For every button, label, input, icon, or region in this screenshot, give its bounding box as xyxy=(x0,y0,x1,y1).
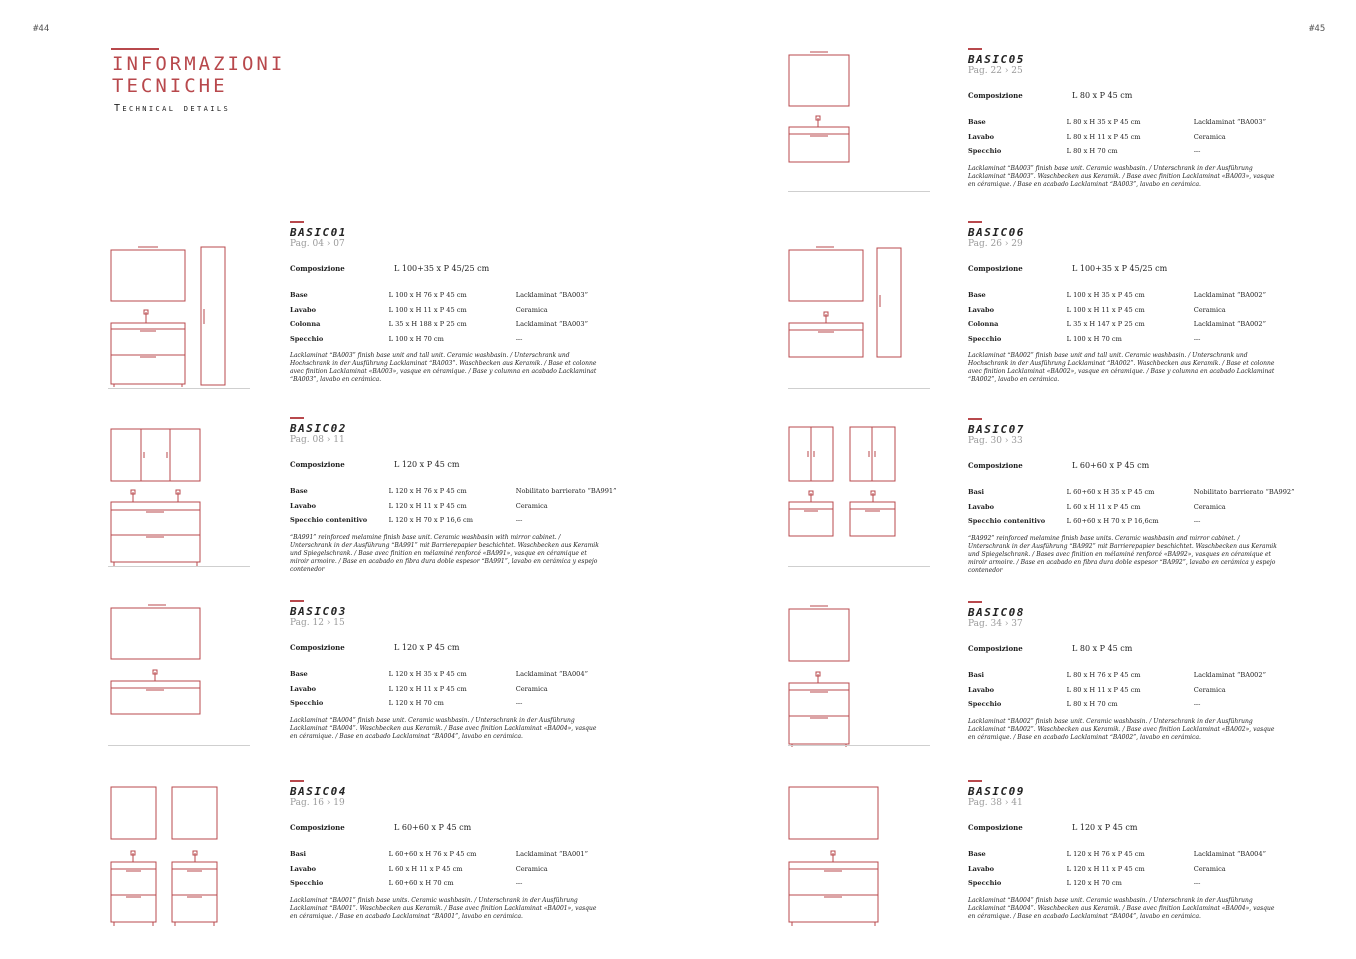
composition-value: L 100+35 x P 45/25 cm xyxy=(394,263,490,273)
spec-finish: Nobilitato barrierato “BA991” xyxy=(515,487,617,496)
spec-component: Lavabo xyxy=(968,305,995,314)
section-title: BASIC02 xyxy=(290,422,347,435)
basic01-divider xyxy=(108,388,250,389)
spec-dimensions: L 100 x H 70 cm xyxy=(1066,335,1122,344)
basic02-divider xyxy=(108,566,250,567)
spec-component: Basi xyxy=(968,488,985,497)
section-description: Lacklaminat “BA002” finish base unit and tall unit. Ceramic washbasin. / Unterschrank und Hochschrank in der Ausführung Lacklaminat “BA002”. Waschbecken aus Keramik. / Base et colonne avec finition Lacklaminat «BA002», vasque en céramique. / Base y columna en acabado Lacklaminat “BA002”, lavabo en cerámica. xyxy=(968,352,1275,384)
page-number-right: #45 xyxy=(1309,24,1326,34)
spec-component: Lavabo xyxy=(968,864,995,873)
spec-table xyxy=(968,115,1298,159)
section-title: BASIC04 xyxy=(290,785,347,798)
spec-component: Lavabo xyxy=(968,685,995,694)
basic05-drawing xyxy=(786,50,910,166)
spec-finish: --- xyxy=(515,699,523,708)
section-description: Lacklaminat “BA004” finish base unit. Ceramic washbasin. / Unterschrank in der Ausführung Lacklaminat “BA004”. Waschbecken aus Keramik. / Base avec finition Lacklaminat «BA004», vasque en céramique. / Base en acabado Lacklaminat “BA004”, lavabo en cerámica. xyxy=(290,716,597,740)
composition-value: L 60+60 x P 45 cm xyxy=(1072,460,1150,470)
spec-row xyxy=(968,288,1298,303)
section-page-ref: Pag. 16 › 19 xyxy=(290,798,345,808)
spec-row xyxy=(968,876,1298,891)
spec-row xyxy=(290,696,620,711)
spec-finish: Ceramica xyxy=(1193,132,1226,141)
spec-finish: Ceramica xyxy=(515,305,548,314)
spec-component: Specchio contenitivo xyxy=(290,516,368,525)
spec-component: Lavabo xyxy=(290,305,317,314)
spec-dimensions: L 120 x H 11 x P 45 cm xyxy=(1066,864,1145,873)
spec-row xyxy=(290,513,620,528)
spec-dimensions: L 80 x H 70 cm xyxy=(1066,700,1118,709)
spec-component: Base xyxy=(290,670,308,679)
composition-label: Composizione xyxy=(290,822,345,832)
spec-component: Specchio xyxy=(968,335,1002,344)
section-basic03 xyxy=(290,600,620,741)
spec-row xyxy=(290,288,620,303)
spec-table xyxy=(968,847,1298,891)
spec-row xyxy=(290,303,620,318)
spec-row xyxy=(968,317,1298,332)
spec-table xyxy=(290,667,620,711)
basic07-divider xyxy=(788,566,930,567)
spec-finish: Ceramica xyxy=(1193,305,1226,314)
section-title: BASIC08 xyxy=(968,606,1025,619)
spec-row xyxy=(968,847,1298,862)
section-accent-bar xyxy=(290,780,304,782)
spec-dimensions: L 120 x H 76 x P 45 cm xyxy=(1066,850,1145,859)
spec-component: Specchio xyxy=(968,147,1002,156)
composition-row xyxy=(968,458,1298,472)
spec-dimensions: L 60 x H 11 x P 45 cm xyxy=(388,864,463,873)
section-title: BASIC05 xyxy=(968,53,1025,66)
spec-component: Specchio xyxy=(290,335,324,344)
spec-finish: --- xyxy=(1193,335,1201,344)
spec-dimensions: L 120 x H 76 x P 45 cm xyxy=(388,487,467,496)
basic05-divider xyxy=(788,191,930,192)
composition-row xyxy=(290,457,620,471)
spec-dimensions: L 35 x H 147 x P 25 cm xyxy=(1066,320,1145,329)
spec-finish: --- xyxy=(1193,147,1201,156)
composition-row xyxy=(290,261,620,275)
composition-label: Composizione xyxy=(290,642,345,652)
section-page-ref: Pag. 34 › 37 xyxy=(968,619,1023,629)
section-description: “BA991” reinforced melamine finish base unit. Ceramic washbasin with mirror cabinet. / Unterschrank in der Ausführung “BA991” mit Barrierepapier beschichtet. Waschbecken aus Keramik und Spiegelschrank. / Base avec finition en mélaminé renforcé «BA991», vasque en céramique et miroir armoire. / Base en acabado en fibra dura doble espesor “BA991”, lavabo en cerámica y espejo contenedor xyxy=(290,533,599,573)
spec-row xyxy=(290,847,620,862)
basic02-drawing xyxy=(108,426,232,570)
composition-row xyxy=(968,820,1298,834)
section-accent-bar xyxy=(290,221,304,223)
section-basic09 xyxy=(968,780,1298,921)
page-subtitle: Technical details xyxy=(114,103,231,114)
section-title: BASIC09 xyxy=(968,785,1025,798)
composition-label: Composizione xyxy=(290,459,345,469)
spec-row xyxy=(290,484,620,499)
section-title: BASIC03 xyxy=(290,605,347,618)
spec-component: Lavabo xyxy=(290,864,317,873)
spec-component: Colonna xyxy=(968,320,999,329)
composition-value: L 80 x P 45 cm xyxy=(1072,643,1133,653)
spec-finish: Lacklaminat “BA001” xyxy=(515,850,588,859)
spec-finish: Ceramica xyxy=(1193,864,1226,873)
composition-value: L 120 x P 45 cm xyxy=(394,459,460,469)
spec-dimensions: L 60+60 x H 35 x P 45 cm xyxy=(1066,488,1155,497)
spec-dimensions: L 80 x H 70 cm xyxy=(1066,147,1118,156)
spec-table xyxy=(968,668,1298,712)
composition-value: L 120 x P 45 cm xyxy=(1072,822,1138,832)
section-accent-bar xyxy=(290,417,304,419)
spec-finish: --- xyxy=(515,516,523,525)
spec-component: Specchio xyxy=(968,879,1002,888)
spec-dimensions: L 60 x H 11 x P 45 cm xyxy=(1066,502,1141,511)
spec-table xyxy=(290,288,620,346)
section-basic06 xyxy=(968,221,1298,384)
section-page-ref: Pag. 26 › 29 xyxy=(968,239,1023,249)
spec-finish: Lacklaminat “BA004” xyxy=(515,670,588,679)
spec-dimensions: L 100 x H 35 x P 45 cm xyxy=(1066,291,1145,300)
spec-table xyxy=(290,847,620,891)
spec-finish: --- xyxy=(515,879,523,888)
composition-row xyxy=(968,88,1298,102)
section-description: Lacklaminat “BA002” finish base unit. Ceramic washbasin. / Unterschrank in der Ausführung Lacklaminat “BA002”. Waschbecken aus Keramik. / Base avec finition Lacklaminat «BA002», vasque en céramique. / Base en acabado Lacklaminat “BA002”, lavabo en cerámica. xyxy=(968,717,1275,741)
spec-row xyxy=(968,130,1298,145)
spec-component: Base xyxy=(290,291,308,300)
spec-finish: Lacklaminat “BA002” xyxy=(1193,320,1266,329)
spec-dimensions: L 120 x H 70 cm xyxy=(388,699,444,708)
spec-finish: Nobilitato barrierato “BA992” xyxy=(1193,488,1295,497)
spec-dimensions: L 100 x H 11 x P 45 cm xyxy=(388,305,467,314)
section-title: BASIC01 xyxy=(290,226,347,239)
composition-label: Composizione xyxy=(968,90,1023,100)
section-accent-bar xyxy=(968,418,982,420)
spec-component: Lavabo xyxy=(290,684,317,693)
spec-finish: Lacklaminat “BA003” xyxy=(515,320,588,329)
composition-row xyxy=(290,820,620,834)
spec-component: Basi xyxy=(290,850,307,859)
spec-component: Specchio xyxy=(290,879,324,888)
page-number-left: #44 xyxy=(33,24,50,34)
composition-label: Composizione xyxy=(968,643,1023,653)
basic03-drawing xyxy=(108,603,232,719)
spec-dimensions: L 60+60 x H 70 x P 16,6cm xyxy=(1066,517,1159,526)
spec-component: Lavabo xyxy=(968,502,995,511)
spec-finish: Lacklaminat “BA003” xyxy=(1193,118,1266,127)
page-title: INFORMAZIONI TECNICHE xyxy=(112,53,286,97)
spec-row xyxy=(290,682,620,697)
section-title: BASIC07 xyxy=(968,423,1025,436)
spec-dimensions: L 100 x H 11 x P 45 cm xyxy=(1066,305,1145,314)
composition-label: Composizione xyxy=(290,263,345,273)
basic06-drawing xyxy=(786,245,910,361)
spec-row xyxy=(968,332,1298,347)
spec-component: Basi xyxy=(968,671,985,680)
spec-component: Specchio contenitivo xyxy=(968,517,1046,526)
section-title: BASIC06 xyxy=(968,226,1025,239)
spec-row xyxy=(290,667,620,682)
spec-row xyxy=(968,683,1298,698)
spec-row xyxy=(968,485,1298,500)
spec-table xyxy=(290,484,620,528)
spec-component: Lavabo xyxy=(290,501,317,510)
spec-finish: Ceramica xyxy=(515,501,548,510)
basic03-divider xyxy=(108,745,250,746)
section-accent-bar xyxy=(968,601,982,603)
section-basic08 xyxy=(968,601,1298,742)
spec-row xyxy=(968,668,1298,683)
spec-finish: Ceramica xyxy=(1193,502,1226,511)
section-description: “BA992” reinforced melamine finish base units. Ceramic washbasin and mirror cabinet. / Unterschrank in der Ausführung “BA992” mit Barrierepapier beschichtet. Waschbecken aus Keramik und Spiegelschrank. / Bases avec finition en mélaminé renforcé «BA992», vasques en céramique et miroir armoire. / Base en acabado en fibra dura doble espesor “BA992”, lavabo en cerámica y espejo contenedor xyxy=(968,534,1277,574)
spec-dimensions: L 120 x H 70 cm xyxy=(1066,879,1122,888)
spec-finish: Lacklaminat “BA004” xyxy=(1193,850,1266,859)
section-accent-bar xyxy=(968,780,982,782)
spec-finish: Lacklaminat “BA002” xyxy=(1193,291,1266,300)
composition-value: L 120 x P 45 cm xyxy=(394,642,460,652)
spec-finish: Ceramica xyxy=(515,684,548,693)
spec-dimensions: L 120 x H 35 x P 45 cm xyxy=(388,670,467,679)
spec-row xyxy=(968,144,1298,159)
section-accent-bar xyxy=(968,48,982,50)
composition-label: Composizione xyxy=(968,822,1023,832)
spec-finish: --- xyxy=(1193,879,1201,888)
spec-component: Colonna xyxy=(290,320,321,329)
title-accent-bar xyxy=(111,48,159,50)
spec-finish: --- xyxy=(1193,700,1201,709)
section-basic02 xyxy=(290,417,620,574)
section-basic04 xyxy=(290,780,620,921)
composition-value: L 100+35 x P 45/25 cm xyxy=(1072,263,1168,273)
spec-row xyxy=(968,862,1298,877)
spec-dimensions: L 80 x H 35 x P 45 cm xyxy=(1066,118,1141,127)
spec-row xyxy=(290,876,620,891)
spec-component: Specchio xyxy=(968,700,1002,709)
spec-row xyxy=(290,332,620,347)
spec-dimensions: L 80 x H 76 x P 45 cm xyxy=(1066,671,1141,680)
spec-component: Base xyxy=(968,850,986,859)
spec-dimensions: L 80 x H 11 x P 45 cm xyxy=(1066,685,1141,694)
section-basic05 xyxy=(968,48,1298,189)
section-basic01 xyxy=(290,221,620,384)
spec-component: Base xyxy=(968,118,986,127)
spec-component: Base xyxy=(968,291,986,300)
spec-dimensions: L 35 x H 188 x P 25 cm xyxy=(388,320,467,329)
section-basic07 xyxy=(968,418,1298,575)
basic08-divider xyxy=(788,745,930,746)
spec-dimensions: L 100 x H 70 cm xyxy=(388,335,444,344)
spec-component: Base xyxy=(290,487,308,496)
composition-row xyxy=(968,261,1298,275)
composition-value: L 60+60 x P 45 cm xyxy=(394,822,472,832)
spec-component: Lavabo xyxy=(968,132,995,141)
spec-dimensions: L 120 x H 11 x P 45 cm xyxy=(388,501,467,510)
section-page-ref: Pag. 30 › 33 xyxy=(968,436,1023,446)
section-accent-bar xyxy=(968,221,982,223)
spec-dimensions: L 80 x H 11 x P 45 cm xyxy=(1066,132,1141,141)
spec-row xyxy=(290,317,620,332)
composition-value: L 80 x P 45 cm xyxy=(1072,90,1133,100)
spec-finish: Lacklaminat “BA002” xyxy=(1193,671,1266,680)
spec-finish: Ceramica xyxy=(1193,685,1226,694)
basic08-drawing xyxy=(786,604,910,748)
composition-row xyxy=(290,640,620,654)
section-page-ref: Pag. 04 › 07 xyxy=(290,239,345,249)
spec-row xyxy=(290,862,620,877)
spec-dimensions: L 60+60 x H 76 x P 45 cm xyxy=(388,850,477,859)
spec-dimensions: L 60+60 x H 70 cm xyxy=(388,879,454,888)
basic04-drawing xyxy=(108,784,232,928)
section-page-ref: Pag. 38 › 41 xyxy=(968,798,1023,808)
spec-component: Specchio xyxy=(290,699,324,708)
spec-row xyxy=(968,500,1298,515)
section-description: Lacklaminat “BA001” finish base units. Ceramic washbasin. / Unterschrank in der Ausführung Lacklaminat “BA001”. Waschbecken aus Keramik. / Base avec finition Lacklaminat «BA001», vasque en céramique. / Base en acabado Lacklaminat “BA001”, lavabo en cerámica. xyxy=(290,896,597,920)
basic01-drawing xyxy=(108,244,232,390)
composition-label: Composizione xyxy=(968,460,1023,470)
composition-row xyxy=(968,641,1298,655)
spec-row xyxy=(968,514,1298,529)
spec-finish: Lacklaminat “BA003” xyxy=(515,291,588,300)
basic09-drawing xyxy=(786,784,910,928)
section-description: Lacklaminat “BA004” finish base unit. Ceramic washbasin. / Unterschrank in der Ausführung Lacklaminat “BA004”. Waschbecken aus Keramik. / Base avec finition Lacklaminat «BA004», vasque en céramique. / Base en acabado Lacklaminat “BA004”, lavabo en cerámica. xyxy=(968,896,1275,920)
section-page-ref: Pag. 22 › 25 xyxy=(968,66,1023,76)
spec-dimensions: L 120 x H 11 x P 45 cm xyxy=(388,684,467,693)
composition-label: Composizione xyxy=(968,263,1023,273)
section-description: Lacklaminat “BA003” finish base unit. Ceramic washbasin. / Unterschrank in der Ausführung Lacklaminat “BA003”. Waschbecken aus Keramik. / Base avec finition Lacklaminat «BA003», vasque en céramique. / Base en acabado Lacklaminat “BA003”, lavabo en cerámica. xyxy=(968,164,1275,188)
spec-finish: --- xyxy=(1193,517,1201,526)
basic07-drawing xyxy=(786,424,910,542)
spec-row xyxy=(290,499,620,514)
spec-row xyxy=(968,697,1298,712)
spec-dimensions: L 120 x H 70 x P 16,6 cm xyxy=(388,516,473,525)
basic06-divider xyxy=(788,388,930,389)
section-page-ref: Pag. 08 › 11 xyxy=(290,435,345,445)
spec-table xyxy=(968,485,1298,529)
section-description: Lacklaminat “BA003” finish base unit and tall unit. Ceramic washbasin. / Unterschrank und Hochschrank in der Ausführung Lacklaminat “BA003”. Waschbecken aus Keramik. / Base et colonne avec finition Lacklaminat «BA003», vasque en céramique. / Base y columna en acabado Lacklaminat “BA003”, lavabo en cerámica. xyxy=(290,352,597,384)
spec-dimensions: L 100 x H 76 x P 45 cm xyxy=(388,291,467,300)
spec-finish: --- xyxy=(515,335,523,344)
section-page-ref: Pag. 12 › 15 xyxy=(290,618,345,628)
spec-table xyxy=(968,288,1298,346)
section-accent-bar xyxy=(290,600,304,602)
spec-row xyxy=(968,115,1298,130)
spec-finish: Ceramica xyxy=(515,864,548,873)
spec-row xyxy=(968,303,1298,318)
